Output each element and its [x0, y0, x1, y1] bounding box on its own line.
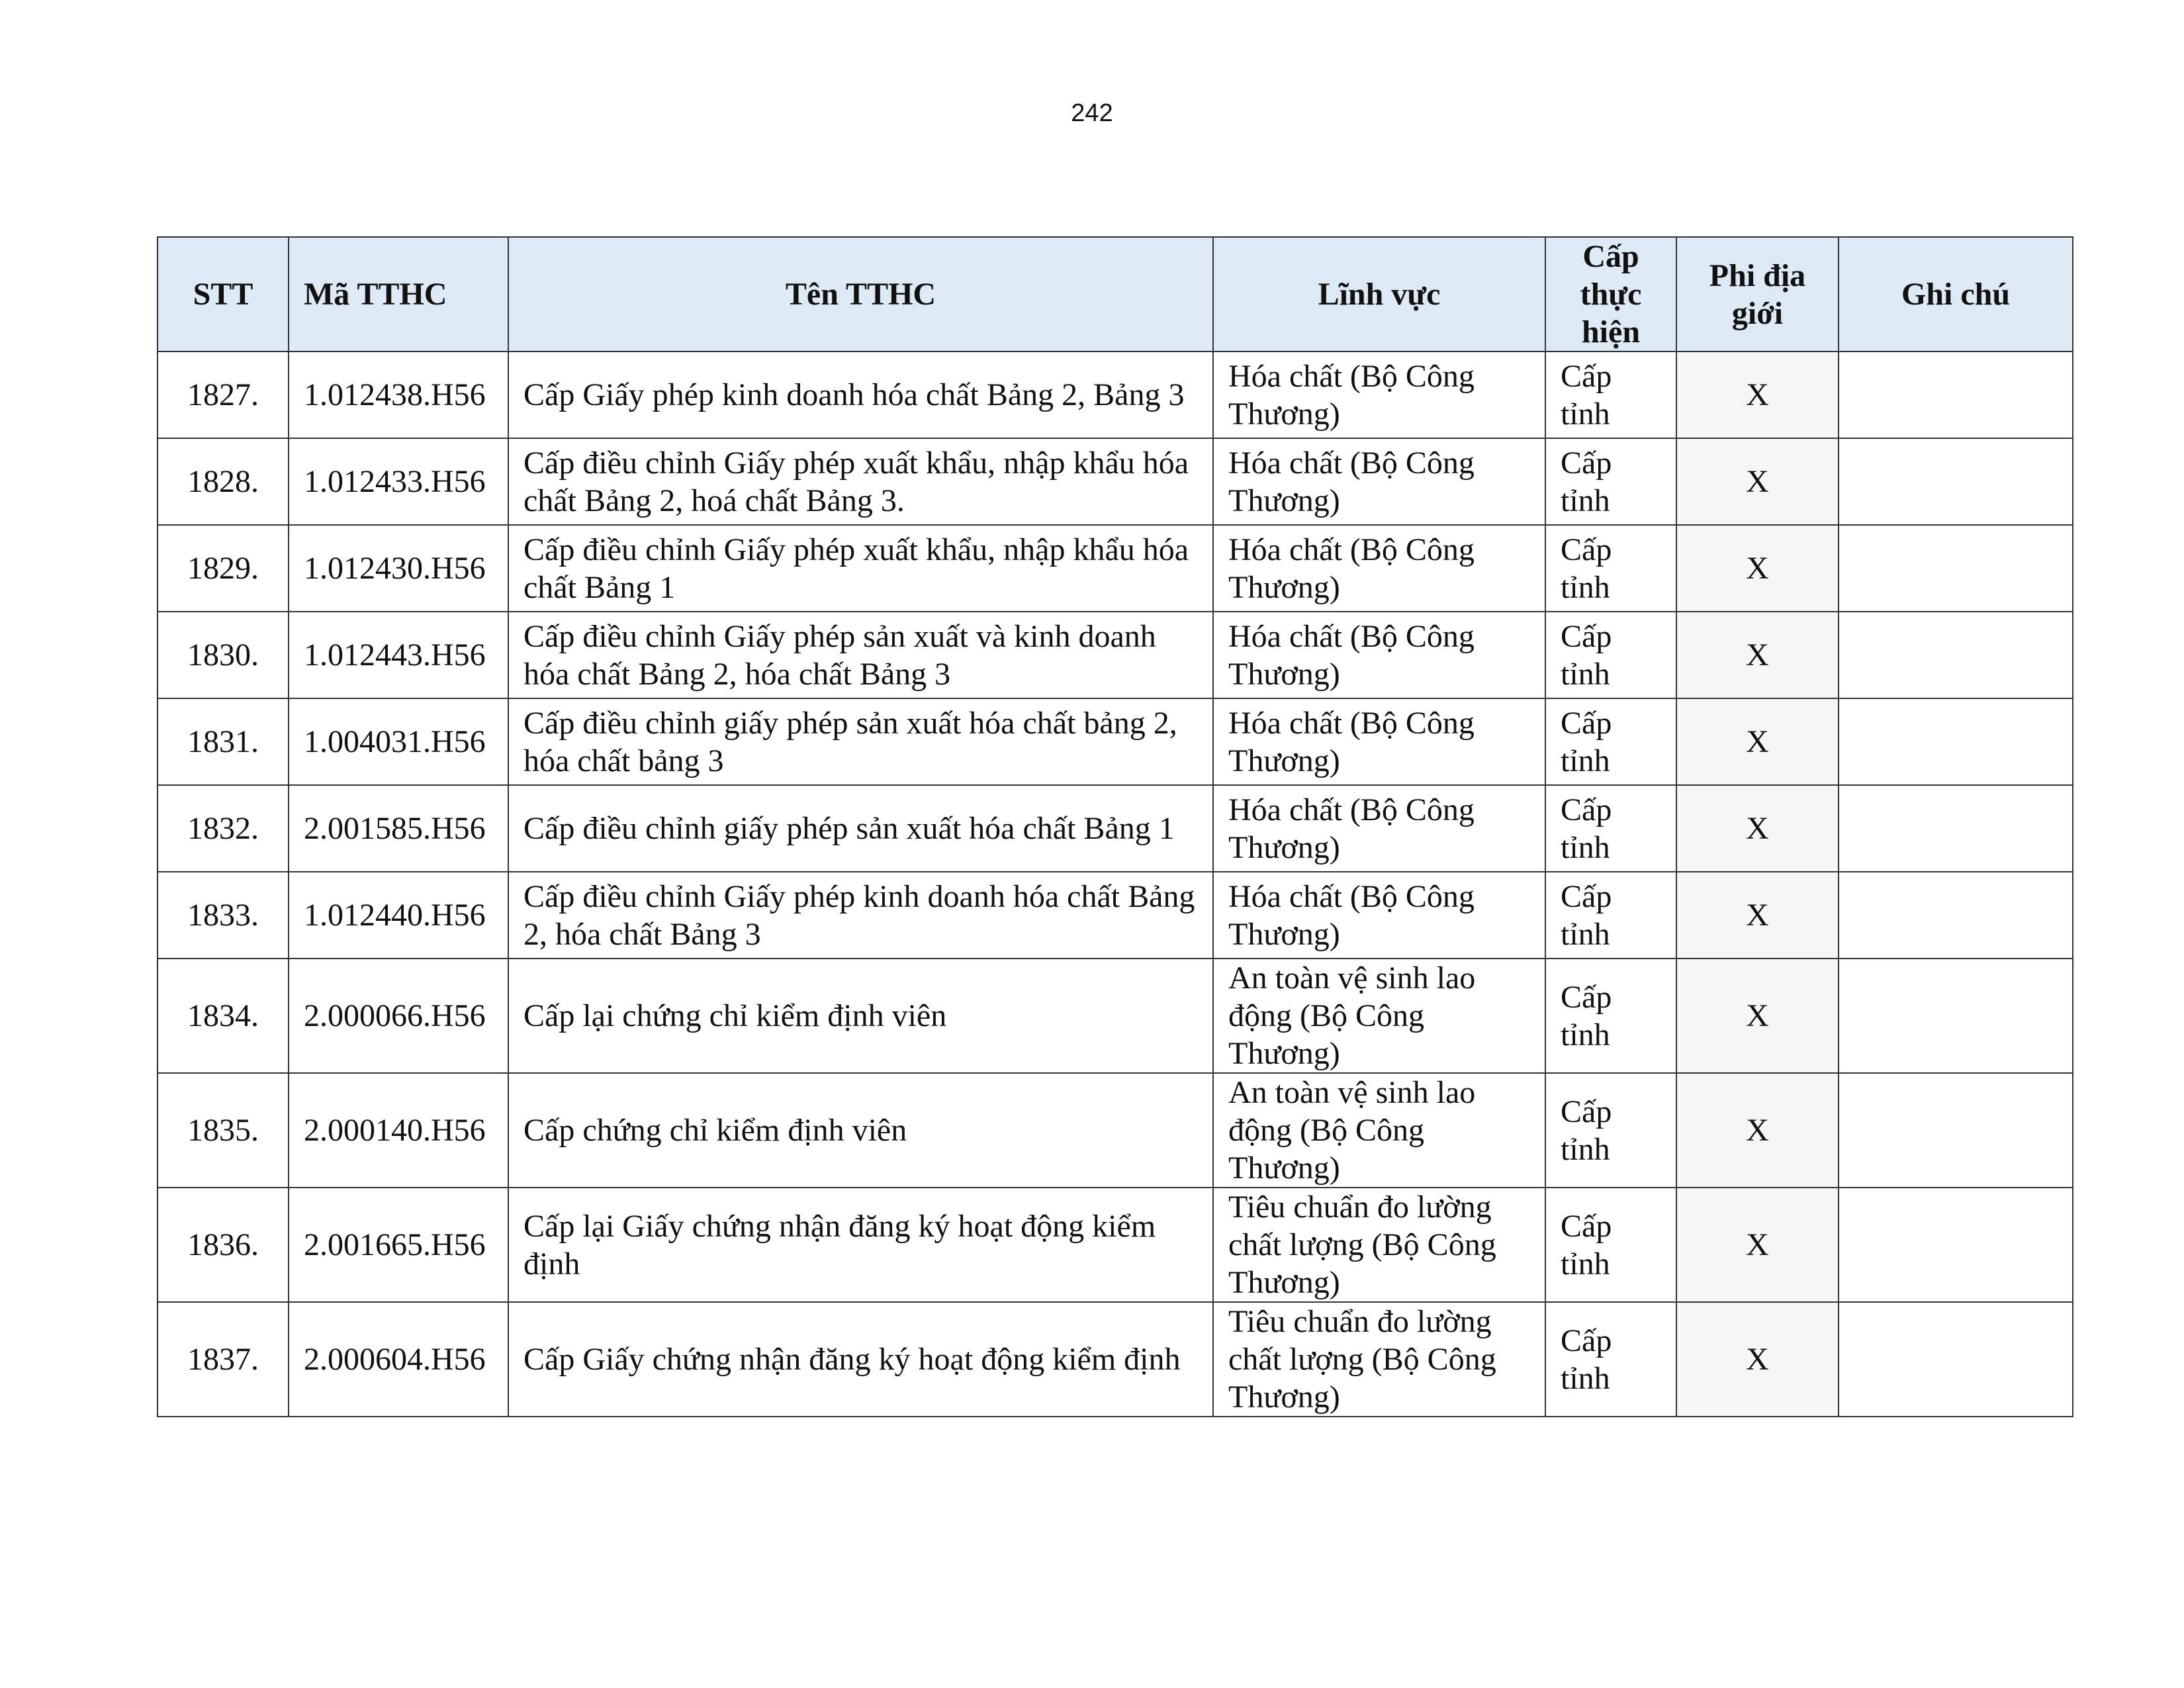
cell-ten-tthc: Cấp điều chỉnh Giấy phép kinh doanh hóa chất Bảng 2, hóa chất Bảng 3 — [508, 872, 1213, 959]
cell-phi-dia-gioi: X — [1676, 525, 1839, 612]
cell-ten-tthc: Cấp điều chỉnh giấy phép sản xuất hóa chất bảng 2, hóa chất bảng 3 — [508, 698, 1213, 785]
table-row — [158, 1188, 2073, 1302]
header-ghi-chu: Ghi chú — [1839, 237, 2073, 352]
cell-cap-thuc-hien: Cấp tỉnh — [1545, 352, 1676, 438]
cell-ghi-chu — [1839, 438, 2073, 525]
cell-ten-tthc: Cấp điều chỉnh Giấy phép xuất khẩu, nhập khẩu hóa chất Bảng 1 — [508, 525, 1213, 612]
cell-cap-thuc-hien: Cấp tỉnh — [1545, 1188, 1676, 1302]
cell-ma-tthc: 1.012438.H56 — [289, 352, 508, 438]
cell-linh-vuc: Hóa chất (Bộ Công Thương) — [1213, 612, 1545, 698]
cell-ten-tthc: Cấp chứng chỉ kiểm định viên — [508, 1073, 1213, 1188]
cell-phi-dia-gioi: X — [1676, 872, 1839, 959]
cell-cap-thuc-hien: Cấp tỉnh — [1545, 1073, 1676, 1188]
cell-phi-dia-gioi: X — [1676, 785, 1839, 872]
cell-linh-vuc: Hóa chất (Bộ Công Thương) — [1213, 525, 1545, 612]
cell-stt: 1831. — [158, 698, 289, 785]
cell-cap-thuc-hien: Cấp tỉnh — [1545, 959, 1676, 1073]
table-row — [158, 785, 2073, 872]
cell-linh-vuc: Tiêu chuẩn đo lường chất lượng (Bộ Công Thương) — [1213, 1188, 1545, 1302]
cell-linh-vuc: An toàn vệ sinh lao động (Bộ Công Thương) — [1213, 1073, 1545, 1188]
cell-ghi-chu — [1839, 872, 2073, 959]
cell-phi-dia-gioi: X — [1676, 959, 1839, 1073]
cell-linh-vuc: Hóa chất (Bộ Công Thương) — [1213, 785, 1545, 872]
cell-cap-thuc-hien: Cấp tỉnh — [1545, 438, 1676, 525]
table-row — [158, 1073, 2073, 1188]
cell-phi-dia-gioi: X — [1676, 1188, 1839, 1302]
page-number: 242 — [1071, 99, 1113, 127]
table-row — [158, 525, 2073, 612]
cell-ma-tthc: 2.001665.H56 — [289, 1188, 508, 1302]
cell-stt: 1837. — [158, 1302, 289, 1417]
table-row — [158, 352, 2073, 438]
cell-ma-tthc: 1.012433.H56 — [289, 438, 508, 525]
cell-linh-vuc: Tiêu chuẩn đo lường chất lượng (Bộ Công Thương) — [1213, 1302, 1545, 1417]
cell-ma-tthc: 1.012443.H56 — [289, 612, 508, 698]
cell-cap-thuc-hien: Cấp tỉnh — [1545, 698, 1676, 785]
cell-ma-tthc: 1.004031.H56 — [289, 698, 508, 785]
header-phi-dia-gioi: Phi địa giới — [1676, 237, 1839, 352]
cell-ten-tthc: Cấp Giấy phép kinh doanh hóa chất Bảng 2, Bảng 3 — [508, 352, 1213, 438]
table-row — [158, 612, 2073, 698]
cell-linh-vuc: Hóa chất (Bộ Công Thương) — [1213, 698, 1545, 785]
cell-ghi-chu — [1839, 1188, 2073, 1302]
cell-linh-vuc: Hóa chất (Bộ Công Thương) — [1213, 352, 1545, 438]
cell-phi-dia-gioi: X — [1676, 1073, 1839, 1188]
cell-ghi-chu — [1839, 1302, 2073, 1417]
cell-stt: 1835. — [158, 1073, 289, 1188]
header-ten-tthc: Tên TTHC — [508, 237, 1213, 352]
cell-cap-thuc-hien: Cấp tỉnh — [1545, 785, 1676, 872]
cell-ma-tthc: 2.000066.H56 — [289, 959, 508, 1073]
cell-linh-vuc: Hóa chất (Bộ Công Thương) — [1213, 872, 1545, 959]
cell-cap-thuc-hien: Cấp tỉnh — [1545, 1302, 1676, 1417]
cell-ghi-chu — [1839, 525, 2073, 612]
cell-stt: 1834. — [158, 959, 289, 1073]
cell-stt: 1833. — [158, 872, 289, 959]
cell-stt: 1827. — [158, 352, 289, 438]
header-linh-vuc: Lĩnh vực — [1213, 237, 1545, 352]
cell-ghi-chu — [1839, 785, 2073, 872]
table-row — [158, 698, 2073, 785]
cell-phi-dia-gioi: X — [1676, 1302, 1839, 1417]
cell-ten-tthc: Cấp điều chỉnh Giấy phép sản xuất và kinh doanh hóa chất Bảng 2, hóa chất Bảng 3 — [508, 612, 1213, 698]
cell-ten-tthc: Cấp điều chỉnh giấy phép sản xuất hóa chất Bảng 1 — [508, 785, 1213, 872]
cell-phi-dia-gioi: X — [1676, 612, 1839, 698]
cell-ma-tthc: 2.000604.H56 — [289, 1302, 508, 1417]
cell-ten-tthc: Cấp lại Giấy chứng nhận đăng ký hoạt động kiểm định — [508, 1188, 1213, 1302]
cell-ma-tthc: 1.012430.H56 — [289, 525, 508, 612]
cell-ten-tthc: Cấp Giấy chứng nhận đăng ký hoạt động kiểm định — [508, 1302, 1213, 1417]
procedures-table — [157, 236, 2073, 1417]
cell-ten-tthc: Cấp điều chỉnh Giấy phép xuất khẩu, nhập khẩu hóa chất Bảng 2, hoá chất Bảng 3. — [508, 438, 1213, 525]
cell-ma-tthc: 2.001585.H56 — [289, 785, 508, 872]
table-header-row — [158, 237, 2073, 352]
cell-phi-dia-gioi: X — [1676, 698, 1839, 785]
cell-linh-vuc: Hóa chất (Bộ Công Thương) — [1213, 438, 1545, 525]
cell-stt: 1832. — [158, 785, 289, 872]
cell-ghi-chu — [1839, 352, 2073, 438]
cell-cap-thuc-hien: Cấp tỉnh — [1545, 525, 1676, 612]
header-ma-tthc: Mã TTHC — [289, 237, 508, 352]
cell-cap-thuc-hien: Cấp tỉnh — [1545, 612, 1676, 698]
cell-stt: 1828. — [158, 438, 289, 525]
cell-ghi-chu — [1839, 959, 2073, 1073]
cell-stt: 1836. — [158, 1188, 289, 1302]
cell-stt: 1830. — [158, 612, 289, 698]
cell-ghi-chu — [1839, 1073, 2073, 1188]
header-stt: STT — [158, 237, 289, 352]
cell-cap-thuc-hien: Cấp tỉnh — [1545, 872, 1676, 959]
table-row — [158, 959, 2073, 1073]
cell-ghi-chu — [1839, 612, 2073, 698]
cell-ma-tthc: 2.000140.H56 — [289, 1073, 508, 1188]
cell-ma-tthc: 1.012440.H56 — [289, 872, 508, 959]
cell-phi-dia-gioi: X — [1676, 352, 1839, 438]
table-row — [158, 1302, 2073, 1417]
cell-ten-tthc: Cấp lại chứng chỉ kiểm định viên — [508, 959, 1213, 1073]
header-cap-thuc-hien: Cấp thực hiện — [1545, 237, 1676, 352]
cell-ghi-chu — [1839, 698, 2073, 785]
table-row — [158, 438, 2073, 525]
cell-linh-vuc: An toàn vệ sinh lao động (Bộ Công Thương) — [1213, 959, 1545, 1073]
table-row — [158, 872, 2073, 959]
cell-phi-dia-gioi: X — [1676, 438, 1839, 525]
cell-stt: 1829. — [158, 525, 289, 612]
